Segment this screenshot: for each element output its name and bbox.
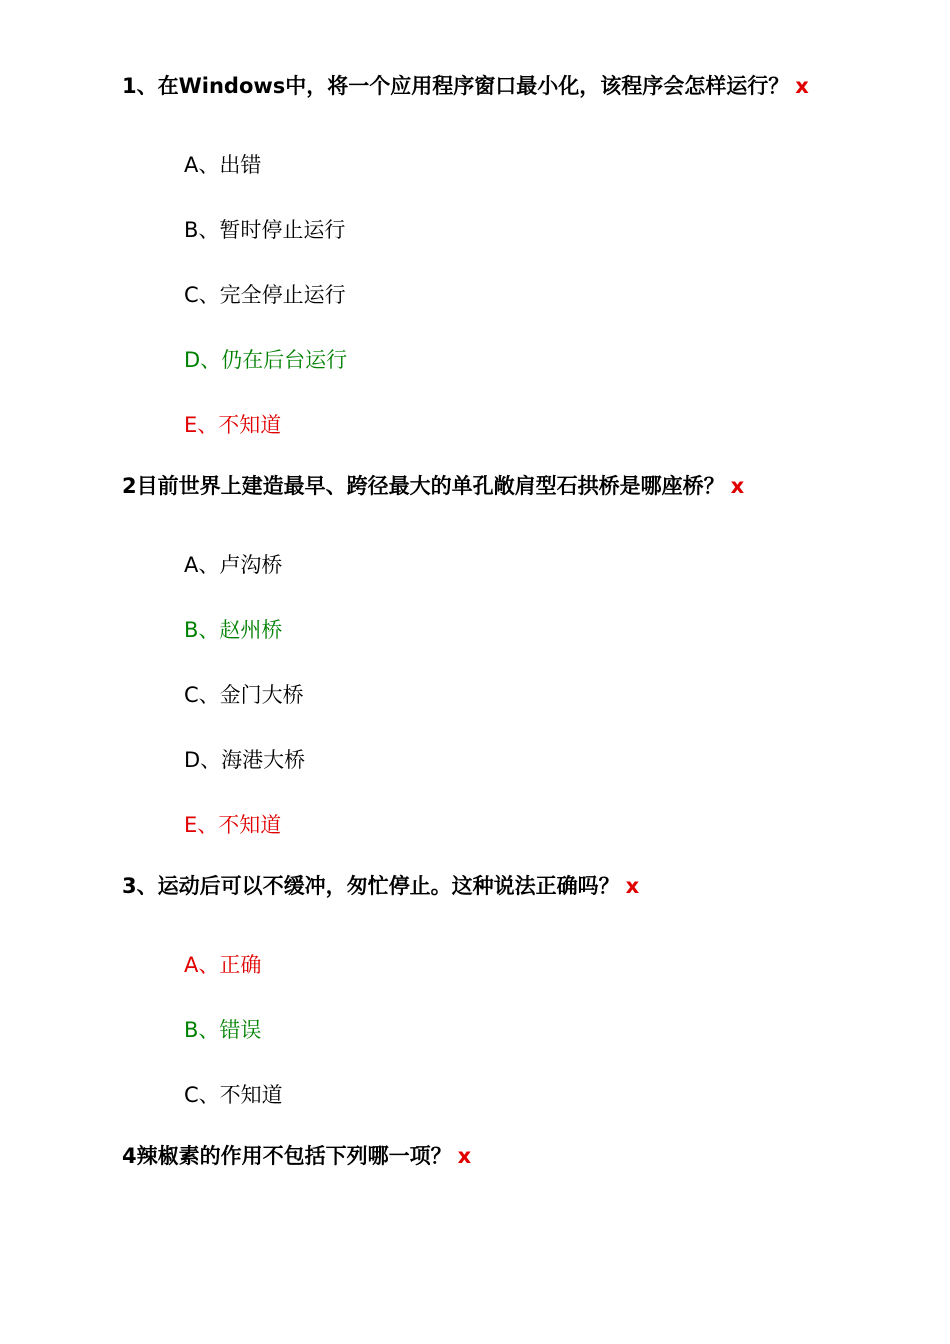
question-1-option-c: C、完全停止运行: [184, 283, 346, 307]
question-2-option-b: B、赵州桥: [184, 618, 283, 642]
question-1-option-a: A、出错: [184, 153, 262, 177]
question-2: [122, 472, 744, 500]
question-3-text: 3、运动后可以不缓冲，匆忙停止。这种说法正确吗？: [122, 874, 620, 898]
question-1-wrong-mark: x: [795, 74, 809, 98]
question-4: [122, 1142, 471, 1170]
question-4-text: 4辣椒素的作用不包括下列哪一项？: [122, 1144, 452, 1168]
question-2-text: 2目前世界上建造最早、跨径最大的单孔敞肩型石拱桥是哪座桥？: [122, 474, 725, 498]
question-1-option-d: D、仍在后台运行: [184, 348, 348, 372]
question-3-option-b: B、错误: [184, 1018, 262, 1042]
question-1-option-b: B、暂时停止运行: [184, 218, 346, 242]
question-3-option-a: A、正确: [184, 953, 262, 977]
question-3-wrong-mark: x: [625, 874, 640, 898]
question-1: [122, 72, 809, 100]
question-1-text: 1、在Windows中，将一个应用程序窗口最小化，该程序会怎样运行？: [122, 74, 790, 98]
question-3: [122, 872, 639, 900]
question-4-wrong-mark: x: [457, 1144, 472, 1168]
question-3-option-c: C、不知道: [184, 1083, 283, 1107]
question-2-option-c: C、金门大桥: [184, 683, 304, 707]
question-2-option-d: D、海港大桥: [184, 748, 306, 772]
question-2-option-a: A、卢沟桥: [184, 553, 283, 577]
question-2-option-e: E、不知道: [184, 813, 282, 837]
question-2-wrong-mark: x: [730, 474, 745, 498]
question-1-option-e: E、不知道: [184, 413, 282, 437]
